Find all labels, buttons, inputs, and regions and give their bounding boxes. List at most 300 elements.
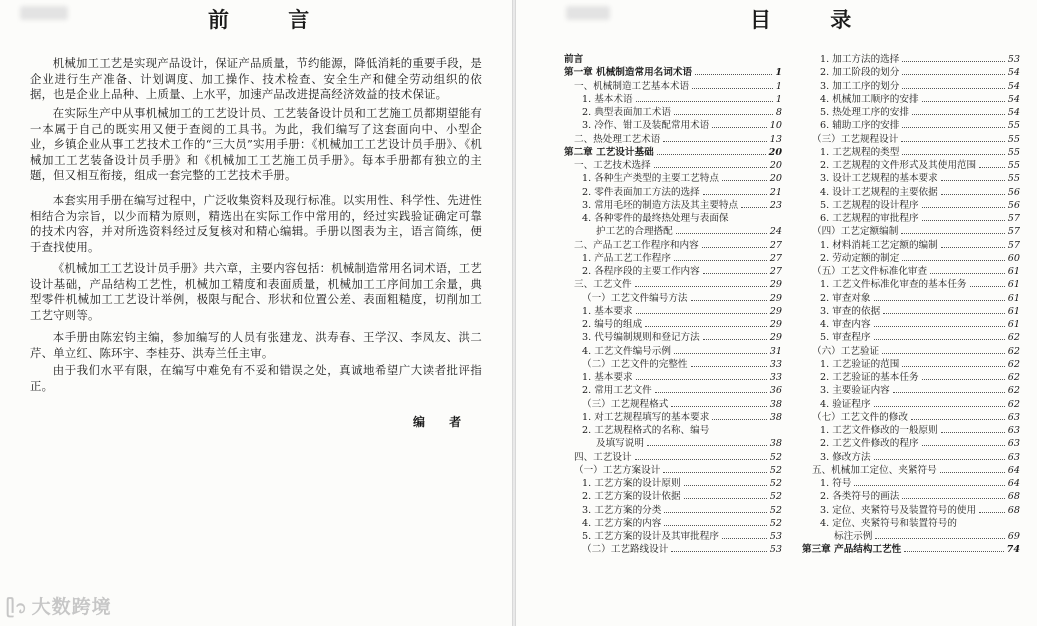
toc-entry-title: 6. 工艺规程的审批程序 [820, 213, 919, 224]
toc-entry [564, 278, 782, 291]
toc-entry-page: 63 [1007, 425, 1020, 436]
toc-entry-title: 4. 工艺文件编号示例 [582, 345, 671, 357]
toc-leader-dots [684, 485, 767, 486]
toc-entry-page: 52 [769, 451, 782, 463]
toc-entry-title: 一、机械制造工艺基本术语 [574, 80, 690, 92]
toc-entry-page: 20 [769, 160, 782, 171]
toc-entry [564, 159, 782, 172]
toc-entry-title: 4. 验证程序 [820, 398, 871, 410]
toc-entry-page: 38 [769, 438, 782, 450]
toc-leader-dots [911, 419, 1005, 420]
toc-entry-title: （六）工艺验证 [812, 345, 880, 357]
toc-leader-dots [674, 353, 767, 354]
toc-entry [802, 504, 1020, 517]
toc-leader-dots [664, 512, 766, 513]
toc-entry-page: 63 [1007, 451, 1020, 463]
toc-leader-dots [712, 419, 766, 420]
toc-entry [564, 464, 782, 477]
toc-entry-page: 74 [1006, 544, 1020, 556]
toc-entry [802, 265, 1020, 278]
toc-entry [564, 371, 782, 384]
toc-leader-dots [941, 247, 1005, 248]
blurred-header-left [20, 6, 68, 20]
toc-entry [564, 318, 782, 331]
toc-leader-dots [901, 233, 1004, 234]
toc-leader-dots [695, 74, 772, 75]
toc-entry [802, 424, 1020, 437]
toc-entry [564, 186, 782, 199]
toc-entry-title: （一）工艺文件编号方法 [582, 292, 688, 304]
toc-entry-title: 3. 代号编制规则和登记方法 [582, 332, 700, 344]
toc-entry [802, 305, 1020, 318]
toc-entry-title: 1. 工艺文件标准化审查的基本任务 [820, 279, 967, 291]
toc-entry-title: 2. 加工阶段的划分 [820, 67, 900, 79]
toc-leader-dots [703, 339, 767, 340]
toc-leader-dots [671, 551, 766, 552]
toc-entry [564, 239, 782, 252]
toc-entry [564, 490, 782, 503]
toc-entry-page: 29 [769, 319, 782, 330]
toc-entry [802, 106, 1020, 119]
toc-entry [564, 411, 782, 424]
toc-leader-dots [703, 273, 767, 274]
blurred-header-right [566, 6, 610, 20]
toc-entry-title: 3. 加工工序的划分 [820, 80, 900, 92]
toc-entry [802, 212, 1020, 225]
toc-entry [802, 292, 1020, 305]
toc-entry-title: 4. 定位、夹紧符号和装置符号的 [820, 517, 957, 529]
toc-entry [802, 66, 1020, 79]
toc-entry-title: 及填写说明 [596, 438, 644, 450]
toc-entry-title: （三）工艺规程格式 [582, 398, 669, 410]
toc-entry [802, 239, 1020, 252]
toc-entry-page: 56 [1007, 199, 1020, 211]
toc-entry [564, 106, 782, 119]
toc-entry [564, 398, 782, 411]
toc-entry-title: （一）工艺方案设计 [574, 464, 661, 476]
toc-entry-title: 3. 主要验证内容 [820, 385, 890, 397]
toc-leader-dots [902, 260, 1004, 261]
toc-entry [564, 252, 782, 265]
preface-paragraph-2: 在实际生产中从事机械加工的工艺设计员、工艺装备设计员和工艺施工员都期望能有一本属于自己的既实用又便于查阅的工具书。为此，我们编写了这套面向中、小型企业，乡镇企业从事工艺技术工作的“三大员”实用手册：《机械加工工艺设计员手册》、《机械加工工艺装备设计员手册》和《机械加工工艺施工员手册》。每本手册都有独立的主题，但又相互衔接，组成一套完整的工艺技术手册。 [30, 106, 482, 183]
toc-entry [802, 159, 1020, 172]
toc-leader-dots [636, 313, 767, 314]
toc-leader-dots [635, 286, 767, 287]
toc-leader-dots [657, 154, 766, 155]
toc-entry-title: 1. 产品工艺工作程序 [582, 252, 671, 264]
toc-entry-title: 1. 符号 [820, 478, 852, 489]
toc-entry [564, 477, 782, 490]
preface-paragraph-6: 由于我们水平有限，在编写中难免有不妥和错误之处，真诚地希望广大读者批评指正。 [30, 363, 482, 393]
toc-entry-page: 62 [1007, 385, 1020, 397]
toc-entry [802, 543, 1020, 556]
toc-entry [564, 93, 782, 106]
toc-entry [564, 172, 782, 185]
toc-entry-title: 三、工艺文件 [574, 279, 632, 291]
toc-entry-page: 55 [1007, 160, 1020, 171]
toc-entry [802, 331, 1020, 344]
toc-entry-page: 53 [769, 531, 782, 542]
toc-entry-title: 二、热处理工艺术语 [574, 133, 661, 145]
toc-leader-dots [912, 114, 1005, 115]
toc-entry-title: 4. 审查内容 [820, 319, 871, 330]
toc-leader-dots [902, 88, 1004, 89]
toc-entry [802, 93, 1020, 106]
toc-entry-title: 6. 辅助工序的安排 [820, 120, 900, 132]
toc-entry-title: 第二章 工艺设计基础 [564, 146, 654, 158]
toc-leader-dots [902, 74, 1004, 75]
toc-entry [802, 358, 1020, 371]
toc-entry-title: 2. 各类符号的画法 [820, 491, 900, 503]
toc-leader-dots [941, 194, 1005, 195]
toc-entry-page: 57 [1007, 239, 1020, 251]
toc-entry-title: （五）工艺文件标准化审查 [812, 266, 928, 277]
toc-entry-page: 56 [1007, 186, 1020, 198]
toc-entry-title: 4. 各种零件的最终热处理与表面保 [582, 213, 729, 224]
toc-entry-title: 3. 冷作、钳工及装配常用术语 [582, 120, 710, 132]
toc-entry-title: 2. 常用工艺文件 [582, 385, 652, 397]
toc-entry [564, 530, 782, 543]
toc-entry-page: 55 [1007, 133, 1020, 145]
toc-entry [564, 80, 782, 93]
toc-entry-title: 2. 编号的组成 [582, 319, 643, 330]
toc-entry-title: 2. 审查对象 [820, 292, 871, 304]
toc-entry-title: 2. 工艺规程的文件形式及其使用范围 [820, 160, 977, 171]
toc-leader-dots [854, 485, 1004, 486]
toc-leader-dots [671, 406, 766, 407]
toc-leader-dots [722, 538, 767, 539]
toc-entry [802, 477, 1020, 490]
toc-entry-title: 4. 设计工艺规程的主要依据 [820, 186, 938, 198]
toc-entry [802, 172, 1020, 185]
toc-leader-dots [901, 141, 1004, 142]
toc-entry-title: （二）工艺路线设计 [582, 544, 669, 556]
toc-leader-dots [645, 326, 767, 327]
toc-entry [564, 331, 782, 344]
toc-entry [802, 345, 1020, 358]
toc-entry-page: 61 [1007, 319, 1020, 330]
toc-leader-dots [902, 61, 1004, 62]
toc-leader-dots [940, 472, 1005, 473]
toc-leader-dots [722, 180, 767, 181]
toc-leader-dots [674, 260, 767, 261]
toc-leader-dots [930, 273, 1005, 274]
toc-entry-title: 2. 工艺规程格式的名称、编号 [582, 425, 710, 436]
toc-entry-title: 第三章 产品结构工艺性 [802, 544, 902, 556]
toc-entry-page: 61 [1007, 279, 1020, 291]
toc-entry-page: 52 [769, 478, 782, 489]
toc-entry-title: 5. 热处理工序的安排 [820, 107, 909, 118]
toc-leader-dots [664, 525, 766, 526]
toc-entry-title: 2. 零件表面加工方法的选择 [582, 186, 700, 198]
toc-entry-page: 63 [1007, 411, 1020, 423]
toc-entry [564, 53, 782, 66]
toc-entry-page: 23 [769, 199, 782, 211]
toc-entry-title: 1. 各种生产类型的主要工艺特点 [582, 173, 719, 185]
toc-leader-dots [741, 207, 767, 208]
toc-leader-dots [663, 141, 766, 142]
toc-entry [564, 119, 782, 132]
toc-entry [564, 504, 782, 517]
toc-entry-page: 1 [775, 67, 782, 79]
toc-entry-page: 61 [1007, 305, 1020, 317]
toc-entry-title: 3. 审查的依据 [820, 305, 881, 317]
toc-entry-title: 一、工艺技术选择 [574, 160, 651, 171]
toc-entry-title: 3. 修改方法 [820, 451, 871, 463]
toc-entry-page: 29 [769, 292, 782, 304]
toc-entry-title: 3. 设计工艺规程的基本要求 [820, 173, 938, 185]
toc-entry-page: 8 [775, 107, 782, 118]
toc-entry-page: 57 [1007, 213, 1020, 224]
toc-entry [564, 345, 782, 358]
toc-entry-title: 1. 基本要求 [582, 305, 633, 317]
toc-entry-title: 2. 工艺验证的基本任务 [820, 372, 919, 383]
toc-entry [802, 384, 1020, 397]
toc-leader-dots [904, 551, 1003, 552]
toc-entry-page: 68 [1007, 504, 1020, 516]
toc-entry-title: 1. 对工艺规程填写的基本要求 [582, 411, 710, 423]
toc-leader-dots [902, 154, 1004, 155]
toc-leader-dots [979, 512, 1005, 513]
toc-leader-dots [692, 88, 773, 89]
toc-entry-page: 55 [1007, 146, 1020, 158]
toc-entry-page: 62 [1007, 398, 1020, 410]
toc-entry-title: 3. 工艺方案的分类 [582, 504, 662, 516]
toc-entry [564, 437, 782, 450]
toc-leader-dots [691, 366, 767, 367]
toc-entry-title: 1. 工艺验证的范围 [820, 358, 900, 370]
toc-entry-title: 1. 工艺文件修改的一般原则 [820, 425, 938, 436]
toc-entry [564, 384, 782, 397]
toc-entry-page: 62 [1007, 345, 1020, 357]
toc-right-column [802, 53, 1020, 557]
toc-leader-dots [922, 220, 1005, 221]
toc-entry [802, 411, 1020, 424]
toc-entry-title: 1. 基本要求 [582, 372, 633, 383]
toc-entry [802, 186, 1020, 199]
toc-entry-title: 1. 基本术语 [582, 93, 633, 105]
toc-leader-dots [882, 353, 1005, 354]
toc-leader-dots [941, 180, 1005, 181]
toc-entry [564, 199, 782, 212]
toc-entry-title: 2. 典型表面加工术语 [582, 107, 671, 118]
preface-paragraph-1: 机械加工工艺是实现产品设计，保证产品质量，节约能源，降低消耗的重要手段，是企业进行生产准备、计划调度、加工操作、技术检查、安全生产和健全劳动组织的依据，也是企业上品种、上质量、上水平，加速产品改进提高经济效益的技术保证。 [30, 56, 482, 102]
toc-leader-dots [702, 247, 767, 248]
toc-leader-dots [902, 498, 1004, 499]
toc-entry-page: 64 [1007, 464, 1020, 476]
toc-entry [564, 225, 782, 238]
toc-leader-dots [712, 127, 766, 128]
toc-entry-title: 二、产品工艺工作程序和内容 [574, 239, 699, 251]
toc-entry-page: 29 [769, 305, 782, 317]
toc-entry-page: 53 [769, 544, 782, 556]
toc-entry-page: 13 [769, 133, 782, 145]
toc-leader-dots [874, 459, 1005, 460]
toc-leader-dots [703, 194, 767, 195]
toc-leader-dots [655, 392, 767, 393]
toc-entry [802, 490, 1020, 503]
toc-entry [564, 265, 782, 278]
toc-leader-dots [922, 101, 1005, 102]
toc-entry-page: 38 [769, 411, 782, 423]
toc-entry-page: 55 [1007, 173, 1020, 185]
toc-entry-title: 3. 常用毛坯的制造方法及其主要特点 [582, 199, 739, 211]
preface-paragraph-4: 《机械加工工艺设计员手册》共六章，主要内容包括：机械制造常用名词术语，工艺设计基础，产品结构工艺性，机械加工精度和表面质量，机械加工工序间加工余量，典型零件机械加工工艺设计举例，极限与配合、形状和位置公差、表面粗糙度，切削加工工艺守则等。 [30, 261, 482, 322]
toc-entry-page: 54 [1007, 93, 1020, 105]
toc-entry-page: 33 [769, 372, 782, 383]
preface-title: 前 言 [208, 7, 336, 32]
toc-entry-page: 20 [769, 173, 782, 185]
toc-entry-title: 1. 工艺方案的设计原则 [582, 478, 681, 489]
toc-entry [802, 398, 1020, 411]
toc-entry-page: 24 [769, 226, 782, 238]
toc-leader-dots [875, 538, 1004, 539]
toc-entry-page: 54 [1007, 80, 1020, 92]
toc-entry-page: 60 [1007, 252, 1020, 264]
toc-leader-dots [691, 300, 767, 301]
toc-leader-dots [647, 445, 767, 446]
toc-leader-dots [893, 392, 1005, 393]
toc-entry [802, 451, 1020, 464]
toc-leader-dots [970, 286, 1005, 287]
toc-entry [802, 464, 1020, 477]
toc-leader-dots [674, 114, 773, 115]
toc-title: 目 录 [750, 7, 878, 32]
toc-leader-dots [922, 445, 1005, 446]
toc-entry [802, 146, 1020, 159]
toc-entry-title: 第一章 机械制造常用名词术语 [564, 67, 693, 79]
toc-entry-page: 52 [769, 517, 782, 529]
toc-entry [802, 371, 1020, 384]
toc-leader-dots [676, 233, 767, 234]
toc-entry-page: 54 [1007, 107, 1020, 118]
toc-leader-dots [979, 167, 1005, 168]
preface-signature: 编 者 [413, 415, 472, 429]
toc-entry [802, 119, 1020, 132]
toc-entry-page: 55 [1007, 120, 1020, 132]
toc-entry-page: 10 [769, 120, 782, 132]
toc-leader-dots [635, 459, 767, 460]
toc-entry [802, 53, 1020, 66]
toc-entry [802, 225, 1020, 238]
toc-entry-title: 4. 工艺方案的内容 [582, 517, 662, 529]
toc-entry-page: 52 [769, 504, 782, 516]
toc-entry [564, 358, 782, 371]
toc-entry [564, 305, 782, 318]
toc-left-column [564, 53, 782, 557]
toc-entry-page: 27 [769, 239, 782, 251]
toc-entry-title: 2. 各程序段的主要工作内容 [582, 266, 700, 277]
toc-entry [802, 133, 1020, 146]
toc-entry [564, 66, 782, 79]
toc-entry-title: 2. 劳动定额的制定 [820, 252, 900, 264]
preface-paragraph-5: 本手册由陈宏钧主编，参加编写的人员有张建龙、洪寿春、王学汉、李凤友、洪二芹、单立红、陈环宇、李桂芬、洪寿兰任主审。 [30, 330, 482, 360]
toc-entry [802, 199, 1020, 212]
toc-entry-page: 68 [1007, 491, 1020, 503]
toc-entry-title: 2. 工艺文件修改的程序 [820, 438, 919, 450]
toc-leader-dots [922, 207, 1005, 208]
toc-entry-page: 63 [1007, 438, 1020, 450]
toc-leader-dots [654, 167, 767, 168]
toc-entry-title: 1. 加工方法的选择 [820, 54, 900, 65]
toc-entry-title: 标注示例 [834, 531, 873, 542]
toc-entry-page: 69 [1007, 531, 1020, 542]
toc-entry-page: 1 [775, 93, 782, 105]
toc-entry-title: 3. 定位、夹紧符号及装置符号的使用 [820, 504, 977, 516]
toc-entry-page: 27 [769, 252, 782, 264]
toc-entry-page: 36 [769, 385, 782, 397]
toc-entry [802, 517, 1020, 530]
toc-entry-page: 61 [1007, 266, 1020, 277]
toc-entry-page: 29 [769, 279, 782, 291]
toc-entry-title: （四）工艺定额编制 [812, 226, 899, 238]
toc-entry-title: 护工艺的合理搭配 [596, 226, 673, 238]
toc-leader-dots [684, 498, 767, 499]
toc-entry-page: 52 [769, 464, 782, 476]
toc-leader-dots [874, 326, 1005, 327]
toc-entry-title: 1. 工艺规程的类型 [820, 146, 900, 158]
toc-entry-page: 61 [1007, 292, 1020, 304]
toc-entry-title: 5. 工艺规程的设计程序 [820, 199, 919, 211]
toc-entry-page: 38 [769, 398, 782, 410]
toc-entry [802, 318, 1020, 331]
toc-leader-dots [636, 101, 773, 102]
toc-entry-title: 2. 工艺方案的设计依据 [582, 491, 681, 503]
toc-entry-title: 四、工艺设计 [574, 451, 632, 463]
toc-entry [564, 424, 782, 437]
toc-entry [564, 146, 782, 159]
toc-entry [802, 252, 1020, 265]
chat-logo-icon: ᥫ᭡ [6, 598, 28, 618]
toc-entry-title: 前言 [564, 54, 584, 65]
toc-entry-page: 62 [1007, 332, 1020, 344]
toc-entry-page: 20 [768, 146, 782, 158]
toc-entry [564, 517, 782, 530]
toc-entry [564, 212, 782, 225]
preface-paragraph-3: 本套实用手册在编写过程中，广泛收集资料及现行标准。以实用性、科学性、先进性相结合为宗旨，以少而精为原则，精选出在实际工作中常用的，经过实践验证确定可靠的技术内容，并对所选资料经过反复核对和精心编辑。手册以图表为主，语言简练，便于查找使用。 [30, 193, 482, 254]
toc-entry-page: 33 [769, 358, 782, 370]
toc-entry [564, 133, 782, 146]
toc-leader-dots [883, 313, 1005, 314]
toc-entry-page: 52 [769, 491, 782, 503]
watermark-text: 大数跨境 [31, 596, 112, 618]
toc-entry [802, 437, 1020, 450]
toc-entry-title: 5. 审查程序 [820, 332, 871, 344]
toc-entry-page: 62 [1007, 358, 1020, 370]
toc-leader-dots [874, 300, 1005, 301]
toc-entry [564, 543, 782, 556]
toc-entry-page: 21 [769, 186, 782, 198]
toc-entry [802, 278, 1020, 291]
toc-entry-title: 五、机械加工定位、夹紧符号 [812, 464, 937, 476]
watermark [6, 592, 112, 626]
toc-entry-title: （七）工艺文件的修改 [812, 411, 908, 423]
toc-entry [564, 292, 782, 305]
toc-entry [564, 451, 782, 464]
toc-entry-page: 31 [769, 345, 782, 357]
toc-leader-dots [636, 379, 767, 380]
toc-leader-dots [941, 432, 1005, 433]
toc-entry-title: 4. 机械加工顺序的安排 [820, 93, 919, 105]
toc-leader-dots [902, 366, 1004, 367]
toc-entry-title: 1. 材料消耗工艺定额的编制 [820, 239, 938, 251]
toc-entry [802, 80, 1020, 93]
toc-entry-page: 54 [1007, 67, 1020, 79]
toc-entry-page: 27 [769, 266, 782, 277]
toc-entry-page: 62 [1007, 372, 1020, 383]
toc-entry-title: （三）工艺规程设计 [812, 133, 899, 145]
toc-leader-dots [663, 472, 766, 473]
